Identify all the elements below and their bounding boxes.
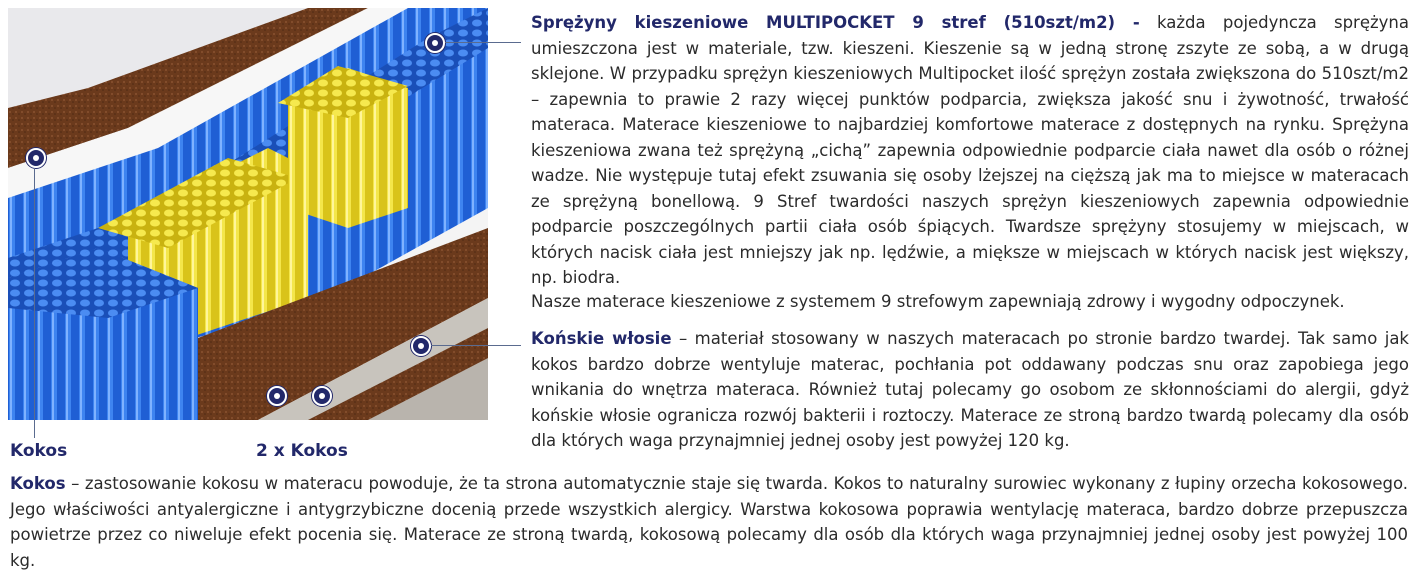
coconut-connector-line <box>34 168 35 438</box>
springs-summary: Nasze materace kieszeniowe z systemem 9 strefowym zapewniają zdrowy i wygodny odpoczynek. <box>531 292 1345 311</box>
horsehair-description <box>531 326 1409 454</box>
springs-description <box>531 10 1409 291</box>
double-coconut-marker-1-icon <box>267 386 287 406</box>
coconut-label: Kokos <box>10 441 68 461</box>
springs-body: każda pojedyncza sprężyna umieszczona jest w materiale, tzw. kieszeni. Kieszenie są w jedną stronę zszyte ze sobą, a w drugą sklejone. W przypadku sprężyn kieszeniowych Multipocket ilość sprężyn została zwiększona do 510szt/m2 – zapewnia to prawie 2 razy więcej punktów podparcia, zwiększa jakość snu i żywotność, trwałość materaca. Materace kieszeniowe to najbardziej komfortowe materace z dostępnych na rynku. Sprężyna kieszeniowa zwana też sprężyną „cichą” zapewnia odpowiednie podparcie ciała nawet dla osób o różnej wadze. Nie występuje tutaj efekt zsuwania się osoby lżejszej na cięższą jak ma to miejsce w materacach ze sprężyną bonellową. 9 Stref twardości naszych sprężyn kieszeniowych zapewnia odpowiednie podparcie poszczególnych partii ciała osób śpiących. Twardsze sprężyny stosujemy w miejscach, w których nacisk ciała jest mniejszy jak np. lędźwie, a miększe w miejscach w których nacisk jest większy, np. biodra. <box>531 13 1409 287</box>
horsehair-connector-line <box>431 345 521 346</box>
horsehair-body: – materiał stosowany w naszych materacach po stronie bardzo twardej. Tak samo jak kokos bardzo dobrze wentyluje materac, pochłania pot oddawany podczas snu oraz zapobiega jego wnikania do wnętrza materaca. Również tutaj polecamy go osobom ze skłonnościami do alergii, gdyż końskie włosie ogranicza rozwój bakterii i roztoczy. Materace ze stroną bardzo twardą polecamy dla osób dla których waga przynajmniej jednej osoby jest powyżej 120 kg. <box>531 329 1409 450</box>
coconut-heading: Kokos <box>10 474 66 493</box>
horsehair-heading: Końskie włosie <box>531 329 672 348</box>
coconut-body: – zastosowanie kokosu w materacu powoduje, że ta strona automatycznie staje się twarda. Kokos to naturalny surowiec wykonany z łupiny orzecha kokosowego. Jego właściwości antyalergiczne i antygrzybiczne docenią przede wszystkich alergicy. Warstwa kokosowa poprawia wentylację materaca, bardzo dobrze przepuszcza powietrze przez co niweluje efekt pocenia się. Materace ze stroną twardą, kokosową polecamy dla osób dla których waga przynajmniej jednej osoby jest powyżej 100 kg. <box>10 474 1408 570</box>
springs-marker-icon <box>425 33 445 53</box>
springs-heading: Sprężyny kieszeniowe MULTIPOCKET 9 stref (510szt/m2) - <box>531 13 1140 32</box>
springs-connector-line <box>445 42 521 43</box>
double-coconut-marker-2-icon <box>312 386 332 406</box>
coconut-marker-icon <box>26 148 46 168</box>
horsehair-marker-icon <box>411 336 431 356</box>
coconut-description <box>10 471 1408 573</box>
mattress-cross-section-image <box>8 8 488 420</box>
double-coconut-label: 2 x Kokos <box>256 441 348 461</box>
